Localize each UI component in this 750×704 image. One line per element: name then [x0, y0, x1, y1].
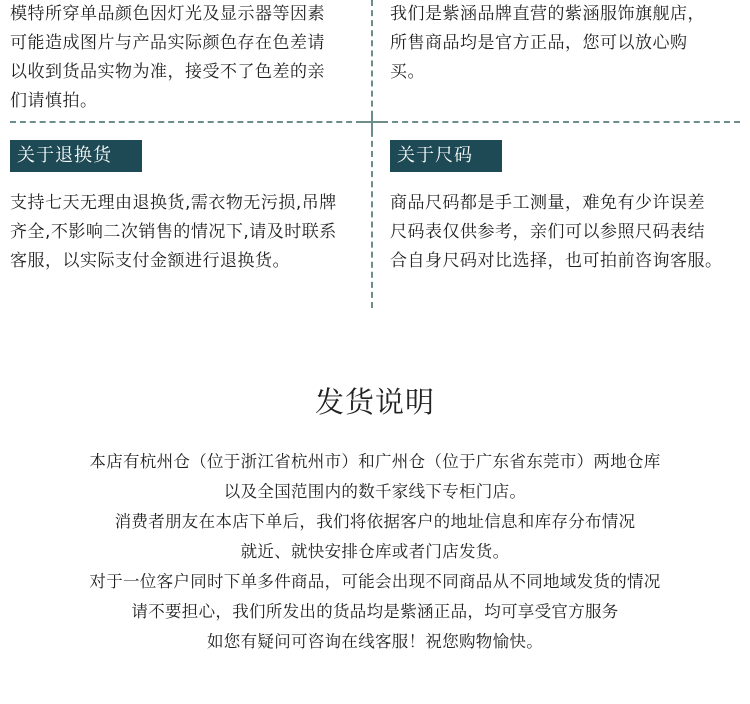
vertical-divider	[371, 0, 373, 308]
shipping-description	[0, 447, 750, 657]
size-policy-line: 商品尺码都是手工测量，难免有少许误差	[390, 193, 705, 213]
horizontal-divider-right	[382, 121, 740, 123]
shipping-line: 如您有疑问可咨询在线客服！祝您购物愉快。	[207, 632, 543, 651]
returns-policy-line: 齐全,不影响二次销售的情况下,请及时联系	[10, 222, 337, 242]
color-disclaimer-line: 可能造成图片与产品实际颜色存在色差请	[10, 33, 325, 53]
authenticity-line: 我们是紫涵品牌直营的紫涵服饰旗舰店，	[390, 4, 705, 24]
color-disclaimer	[10, 0, 325, 116]
authenticity-notice	[390, 0, 705, 87]
authenticity-line: 所售商品均是官方正品，您可以放心购	[390, 33, 688, 53]
returns-section-tag: 关于退换货	[10, 140, 142, 172]
returns-policy	[10, 189, 337, 276]
horizontal-divider-left	[10, 121, 362, 123]
color-disclaimer-line: 以收到货品实物为准，接受不了色差的亲	[10, 62, 325, 82]
shipping-line: 就近、就快安排仓库或者门店发货。	[240, 542, 510, 561]
color-disclaimer-line: 们请慎拍。	[10, 91, 98, 111]
size-policy-line: 尺码表仅供参考，亲们可以参照尺码表结	[390, 222, 705, 242]
shipping-title: 发货说明	[314, 385, 435, 419]
shipping-line: 本店有杭州仓（位于浙江省杭州市）和广州仓（位于广东省东莞市）两地仓库	[89, 452, 661, 471]
shipping-line: 对于一位客户同时下单多件商品，可能会出现不同商品从不同地域发货的情况	[89, 572, 661, 591]
size-policy	[390, 189, 723, 276]
color-disclaimer-line: 模特所穿单品颜色因灯光及显示器等因素	[10, 4, 325, 24]
divider-cross-vertical	[371, 111, 373, 133]
shipping-line: 以及全国范围内的数千家线下专柜门店。	[223, 482, 527, 501]
shipping-line: 请不要担心，我们所发出的货品均是紫涵正品，均可享受官方服务	[131, 602, 619, 621]
shipping-line: 消费者朋友在本店下单后，我们将依据客户的地址信息和库存分布情况	[114, 512, 636, 531]
authenticity-line: 买。	[390, 62, 425, 82]
size-section-tag: 关于尺码	[390, 140, 502, 172]
size-policy-line: 合自身尺码对比选择，也可拍前咨询客服。	[390, 251, 723, 271]
returns-policy-line: 客服，以实际支付金额进行退换货。	[10, 251, 290, 271]
returns-policy-line: 支持七天无理由退换货,需衣物无污损,吊牌	[10, 193, 337, 213]
